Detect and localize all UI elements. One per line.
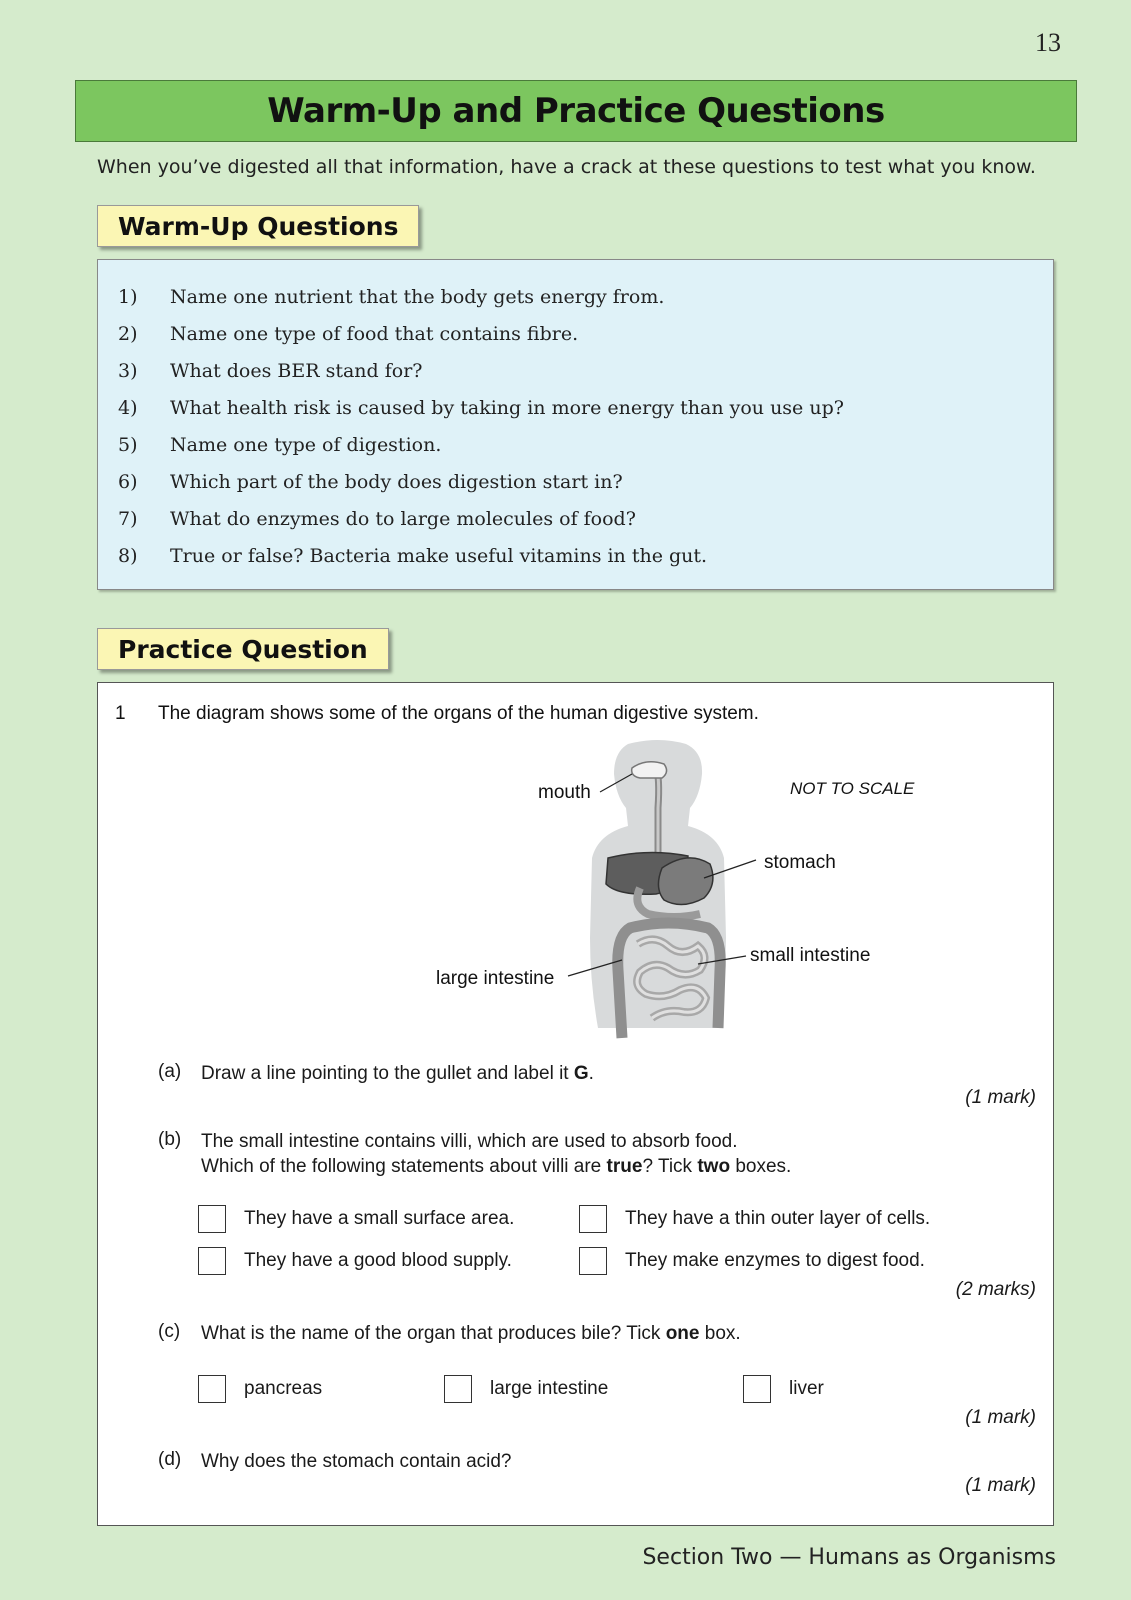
tick-box[interactable]	[743, 1375, 771, 1403]
page-title: Warm-Up and Practice Questions	[267, 91, 885, 131]
option-small-surface-area[interactable]: They have a small surface area.	[198, 1205, 514, 1233]
part-c-label: (c)	[158, 1321, 181, 1342]
digestive-system-diagram	[418, 738, 938, 1048]
large-intestine-label: large intestine	[436, 968, 555, 989]
question-number: 2)	[118, 322, 138, 345]
practice-heading: Practice Question	[97, 628, 389, 670]
practice-question-number: 1	[115, 703, 126, 724]
warmup-questions-box	[97, 259, 1054, 590]
option-pancreas[interactable]: pancreas	[198, 1375, 322, 1403]
warmup-question	[118, 500, 1053, 537]
warmup-question	[118, 278, 1053, 315]
option-large-intestine[interactable]: large intestine	[444, 1375, 608, 1403]
practice-question-box	[97, 682, 1054, 1526]
question-number: 5)	[118, 433, 138, 456]
part-c-text: What is the name of the organ that produces bile? Tick one box.	[201, 1323, 741, 1344]
stomach-label: stomach	[764, 852, 836, 873]
tick-box[interactable]	[198, 1205, 226, 1233]
part-b-text: The small intestine contains villi, which are used to absorb food. Which of the following statements about villi are true? Tick two boxes.	[201, 1131, 792, 1177]
intro-text: When you’ve digested all that information, have a crack at these questions to test what you know.	[97, 156, 1036, 178]
page-number: 13	[1035, 28, 1061, 57]
part-b-marks: (2 marks)	[955, 1279, 1036, 1300]
part-d-marks: (1 mark)	[965, 1475, 1036, 1496]
option-thin-outer-layer[interactable]: They have a thin outer layer of cells.	[579, 1205, 930, 1233]
small-intestine-label: small intestine	[750, 945, 871, 966]
part-a-marks: (1 mark)	[965, 1087, 1036, 1108]
part-a-text: Draw a line pointing to the gullet and label it G.	[201, 1063, 594, 1084]
question-text: True or false? Bacteria make useful vitamins in the gut.	[170, 544, 708, 567]
mouth-label: mouth	[538, 782, 591, 803]
question-text: Name one nutrient that the body gets energy from.	[170, 285, 665, 308]
part-a-label: (a)	[158, 1061, 182, 1082]
tick-box[interactable]	[444, 1375, 472, 1403]
warmup-question	[118, 352, 1053, 389]
warmup-question	[118, 315, 1053, 352]
question-text: Name one type of food that contains fibre.	[170, 322, 579, 345]
warmup-question	[118, 426, 1053, 463]
question-number: 3)	[118, 359, 138, 382]
tick-box[interactable]	[579, 1247, 607, 1275]
question-number: 1)	[118, 285, 138, 308]
tick-box[interactable]	[198, 1375, 226, 1403]
scale-note: NOT TO SCALE	[790, 779, 915, 798]
practice-question-stem: The diagram shows some of the organs of the human digestive system.	[158, 703, 759, 724]
warmup-question-list	[98, 260, 1053, 574]
warmup-question	[118, 537, 1053, 574]
part-d-label: (d)	[158, 1449, 182, 1470]
option-liver[interactable]: liver	[743, 1375, 824, 1403]
part-b-label: (b)	[158, 1129, 182, 1150]
question-number: 8)	[118, 544, 138, 567]
question-number: 7)	[118, 507, 138, 530]
question-text: What health risk is caused by taking in more energy than you use up?	[170, 396, 844, 419]
warmup-heading: Warm-Up Questions	[97, 205, 419, 247]
question-text: Name one type of digestion.	[170, 433, 442, 456]
question-text: What does BER stand for?	[170, 359, 423, 382]
question-number: 4)	[118, 396, 138, 419]
warmup-question	[118, 463, 1053, 500]
option-make-enzymes[interactable]: They make enzymes to digest food.	[579, 1247, 925, 1275]
part-d-text: Why does the stomach contain acid?	[201, 1451, 512, 1472]
question-text: What do enzymes do to large molecules of food?	[170, 507, 636, 530]
stomach-organ	[658, 858, 712, 905]
option-good-blood-supply[interactable]: They have a good blood supply.	[198, 1247, 512, 1275]
part-c-marks: (1 mark)	[965, 1407, 1036, 1428]
question-number: 6)	[118, 470, 138, 493]
warmup-question	[118, 389, 1053, 426]
question-text: Which part of the body does digestion start in?	[170, 470, 623, 493]
tick-box[interactable]	[579, 1205, 607, 1233]
title-banner	[75, 80, 1077, 142]
section-footer: Section Two — Humans as Organisms	[642, 1545, 1056, 1570]
tick-box[interactable]	[198, 1247, 226, 1275]
